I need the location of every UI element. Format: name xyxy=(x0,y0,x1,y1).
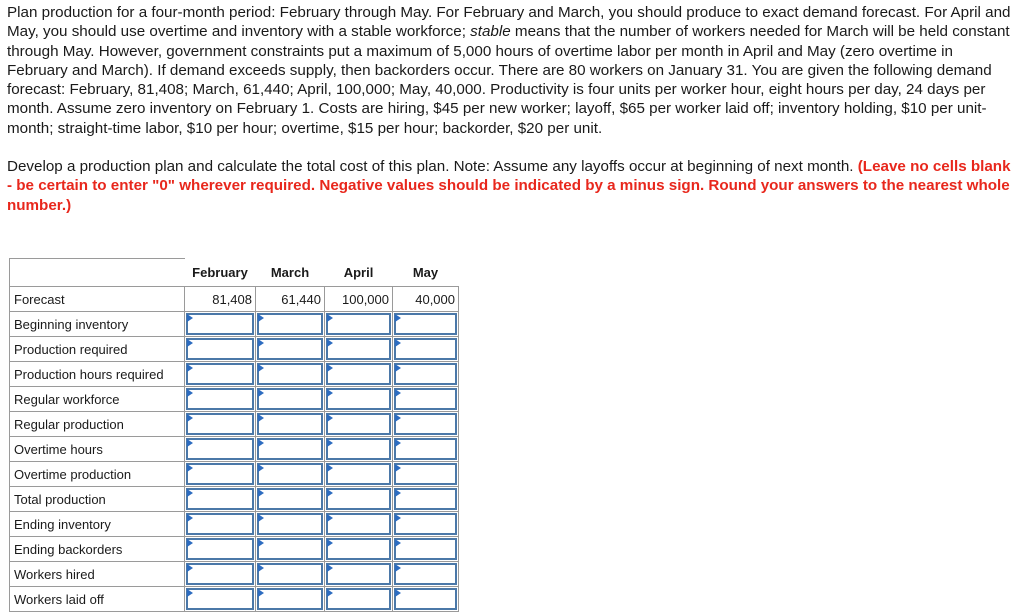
row-label-forecast: Forecast xyxy=(10,287,185,312)
cell-ending-backorders-april xyxy=(325,537,393,562)
cell-workers-laid-off-april xyxy=(325,587,393,612)
cell-regular-workforce-march xyxy=(256,387,325,412)
cell-production-hours-required-february xyxy=(185,362,256,387)
input-ending-backorders-april[interactable] xyxy=(326,538,391,560)
input-production-hours-required-february[interactable] xyxy=(186,363,254,385)
row-label-production-required: Production required xyxy=(10,337,185,362)
cell-ending-inventory-february xyxy=(185,512,256,537)
input-overtime-hours-march[interactable] xyxy=(257,438,323,460)
instruction-warning: (Leave no cells blank - be certain to enter "0" wherever required. Negative values should be indicated by a minus sign. Round your answers to the nearest whole number.) xyxy=(7,158,1011,214)
table-row xyxy=(10,337,459,362)
input-regular-workforce-march[interactable] xyxy=(257,388,323,410)
row-label-ending-backorders: Ending backorders xyxy=(10,537,185,562)
input-regular-workforce-february[interactable] xyxy=(186,388,254,410)
cell-workers-laid-off-february xyxy=(185,587,256,612)
input-production-required-february[interactable] xyxy=(186,338,254,360)
cell-total-production-may xyxy=(393,487,459,512)
cell-beginning-inventory-april xyxy=(325,312,393,337)
row-label-regular-workforce: Regular workforce xyxy=(10,387,185,412)
row-label-workers-laid-off: Workers laid off xyxy=(10,587,185,612)
table-row xyxy=(10,312,459,337)
cell-regular-production-february xyxy=(185,412,256,437)
table-row xyxy=(10,487,459,512)
row-label-total-production: Total production xyxy=(10,487,185,512)
problem-text-part2: means that the number of workers needed for March will be held constant through May. However, government constraints put a maximum of 5,000 hours of overtime labor per month in April and May (zero overtime in February and March). If demand exceeds supply, then backorders occur. There are 80 workers on January 31. You are given the following demand forecast: February, 81,408; March, 61,440; April, 100,000; May, 40,000. Productivity is four units per worker hour, eight hours per day, 24 days per month. Assume zero inventory on February 1. Costs are hiring, $45 per new worker; layoff, $65 per worker laid off; inventory holding, $10 per unit-month; straight-time labor, $10 per hour; overtime, $15 per hour; backorder, $20 per unit. xyxy=(7,23,1010,137)
cell-ending-inventory-march xyxy=(256,512,325,537)
input-ending-backorders-february[interactable] xyxy=(186,538,254,560)
row-label-ending-inventory: Ending inventory xyxy=(10,512,185,537)
header-march: March xyxy=(256,259,325,287)
cell-workers-hired-february xyxy=(185,562,256,587)
cell-ending-backorders-march xyxy=(256,537,325,562)
table-row xyxy=(10,562,459,587)
cell-workers-laid-off-may xyxy=(393,587,459,612)
input-beginning-inventory-february[interactable] xyxy=(186,313,254,335)
input-regular-workforce-april[interactable] xyxy=(326,388,391,410)
table-row xyxy=(10,412,459,437)
input-beginning-inventory-april[interactable] xyxy=(326,313,391,335)
input-beginning-inventory-may[interactable] xyxy=(394,313,457,335)
cell-overtime-hours-may xyxy=(393,437,459,462)
cell-production-required-may xyxy=(393,337,459,362)
input-ending-inventory-may[interactable] xyxy=(394,513,457,535)
instruction-paragraph xyxy=(7,157,1012,215)
cell-overtime-production-april xyxy=(325,462,393,487)
input-total-production-april[interactable] xyxy=(326,488,391,510)
production-plan-table xyxy=(9,258,459,612)
cell-ending-backorders-may xyxy=(393,537,459,562)
input-regular-production-february[interactable] xyxy=(186,413,254,435)
cell-regular-production-may xyxy=(393,412,459,437)
forecast-row xyxy=(10,287,459,312)
cell-regular-production-april xyxy=(325,412,393,437)
cell-workers-laid-off-march xyxy=(256,587,325,612)
input-total-production-march[interactable] xyxy=(257,488,323,510)
input-workers-laid-off-may[interactable] xyxy=(394,588,457,610)
input-ending-inventory-april[interactable] xyxy=(326,513,391,535)
cell-production-hours-required-april xyxy=(325,362,393,387)
cell-beginning-inventory-may xyxy=(393,312,459,337)
cell-overtime-production-march xyxy=(256,462,325,487)
input-regular-production-may[interactable] xyxy=(394,413,457,435)
header-corner xyxy=(10,259,185,287)
input-overtime-production-february[interactable] xyxy=(186,463,254,485)
input-workers-laid-off-february[interactable] xyxy=(186,588,254,610)
input-regular-workforce-may[interactable] xyxy=(394,388,457,410)
input-total-production-february[interactable] xyxy=(186,488,254,510)
problem-paragraph xyxy=(7,3,1012,138)
cell-total-production-april xyxy=(325,487,393,512)
cell-overtime-hours-february xyxy=(185,437,256,462)
cell-beginning-inventory-february xyxy=(185,312,256,337)
input-workers-hired-may[interactable] xyxy=(394,563,457,585)
input-workers-hired-april[interactable] xyxy=(326,563,391,585)
cell-overtime-hours-april xyxy=(325,437,393,462)
cell-workers-hired-march xyxy=(256,562,325,587)
input-production-required-march[interactable] xyxy=(257,338,323,360)
header-april: April xyxy=(325,259,393,287)
table-row xyxy=(10,587,459,612)
header-february: February xyxy=(185,259,256,287)
input-overtime-hours-february[interactable] xyxy=(186,438,254,460)
row-label-beginning-inventory: Beginning inventory xyxy=(10,312,185,337)
cell-regular-workforce-april xyxy=(325,387,393,412)
row-label-overtime-production: Overtime production xyxy=(10,462,185,487)
cell-total-production-february xyxy=(185,487,256,512)
cell-production-required-april xyxy=(325,337,393,362)
input-total-production-may[interactable] xyxy=(394,488,457,510)
input-production-required-may[interactable] xyxy=(394,338,457,360)
cell-workers-hired-may xyxy=(393,562,459,587)
input-regular-production-april[interactable] xyxy=(326,413,391,435)
input-production-hours-required-may[interactable] xyxy=(394,363,457,385)
input-ending-inventory-february[interactable] xyxy=(186,513,254,535)
input-production-hours-required-march[interactable] xyxy=(257,363,323,385)
cell-ending-backorders-february xyxy=(185,537,256,562)
cell-regular-workforce-may xyxy=(393,387,459,412)
forecast-may: 40,000 xyxy=(393,287,459,312)
input-ending-backorders-may[interactable] xyxy=(394,538,457,560)
input-production-hours-required-april[interactable] xyxy=(326,363,391,385)
problem-text-part1: Plan production for a four-month period: February through May. For February and March, you should produce to exact demand forecast. For April and May, you should use overtime and inventory with a stable workforce; xyxy=(7,4,1011,41)
header-row xyxy=(10,259,459,287)
table-row xyxy=(10,512,459,537)
cell-workers-hired-april xyxy=(325,562,393,587)
input-workers-laid-off-march[interactable] xyxy=(257,588,323,610)
input-workers-hired-march[interactable] xyxy=(257,563,323,585)
input-workers-hired-february[interactable] xyxy=(186,563,254,585)
cell-regular-production-march xyxy=(256,412,325,437)
cell-production-required-february xyxy=(185,337,256,362)
cell-beginning-inventory-march xyxy=(256,312,325,337)
header-may: May xyxy=(393,259,459,287)
table-row xyxy=(10,387,459,412)
row-label-regular-production: Regular production xyxy=(10,412,185,437)
input-workers-laid-off-april[interactable] xyxy=(326,588,391,610)
input-production-required-april[interactable] xyxy=(326,338,391,360)
input-overtime-hours-may[interactable] xyxy=(394,438,457,460)
input-overtime-production-march[interactable] xyxy=(257,463,323,485)
input-ending-backorders-march[interactable] xyxy=(257,538,323,560)
cell-production-hours-required-may xyxy=(393,362,459,387)
table-row xyxy=(10,362,459,387)
row-label-workers-hired: Workers hired xyxy=(10,562,185,587)
cell-ending-inventory-april xyxy=(325,512,393,537)
cell-overtime-production-may xyxy=(393,462,459,487)
cell-total-production-march xyxy=(256,487,325,512)
instruction-text: Develop a production plan and calculate the total cost of this plan. Note: Assume any layoffs occur at beginning of next month. xyxy=(7,158,858,176)
input-overtime-hours-april[interactable] xyxy=(326,438,391,460)
stable-term: stable xyxy=(470,23,511,41)
input-overtime-production-may[interactable] xyxy=(394,463,457,485)
input-regular-production-march[interactable] xyxy=(257,413,323,435)
cell-ending-inventory-may xyxy=(393,512,459,537)
cell-production-hours-required-march xyxy=(256,362,325,387)
forecast-april: 100,000 xyxy=(325,287,393,312)
cell-production-required-march xyxy=(256,337,325,362)
row-label-production-hours-required: Production hours required xyxy=(10,362,185,387)
cell-overtime-production-february xyxy=(185,462,256,487)
input-overtime-production-april[interactable] xyxy=(326,463,391,485)
cell-overtime-hours-march xyxy=(256,437,325,462)
forecast-february: 81,408 xyxy=(185,287,256,312)
cell-regular-workforce-february xyxy=(185,387,256,412)
table-row xyxy=(10,537,459,562)
row-label-overtime-hours: Overtime hours xyxy=(10,437,185,462)
table-row xyxy=(10,462,459,487)
input-ending-inventory-march[interactable] xyxy=(257,513,323,535)
input-beginning-inventory-march[interactable] xyxy=(257,313,323,335)
problem-statement xyxy=(7,3,1012,215)
forecast-march: 61,440 xyxy=(256,287,325,312)
table-row xyxy=(10,437,459,462)
